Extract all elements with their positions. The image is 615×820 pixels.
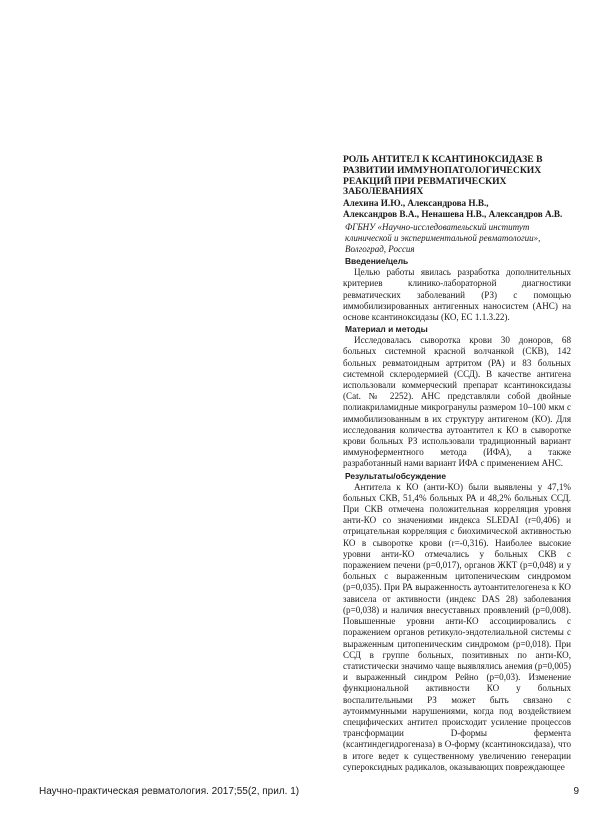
- abstract-column: [343, 155, 571, 773]
- authors-line-2: Александров В.А., Ненашева Н.В., Александров А.В.: [343, 209, 563, 220]
- section-methods: [343, 324, 571, 469]
- section-paragraph: Целью работы явилась разработка дополнительных критериев клинико-лабораторной диагностики ревматических заболеваний (РЗ) с помощью иммобилизированных антигенных наносистем (АНС) на основе ксантиноксидазы (КО, ЕС 1.1.3.22).: [343, 267, 571, 323]
- section-heading: Материал и методы: [345, 324, 428, 335]
- journal-citation: Научно-практическая ревматология. 2017;55(2, прил. 1): [39, 786, 300, 797]
- section-heading: Результаты/обсуждение: [345, 470, 446, 481]
- page-number: 9: [573, 786, 579, 797]
- article-title: РОЛЬ АНТИТЕЛ К КСАНТИНОКСИДАЗЕ В РАЗВИТИИ ИММУНОПАТОЛОГИЧЕСКИХ РЕАКЦИЙ ПРИ РЕВМАТИЧЕСКИХ ЗАБОЛЕВАНИЯХ: [343, 154, 543, 198]
- section-results: [343, 471, 571, 773]
- section-introduction: [343, 256, 571, 323]
- section-paragraph: Исследовалась сыворотка крови 30 доноров, 68 больных системной красной волчанкой (СКВ), 142 больных ревматоидным артритом (РА) и 83 больных системной склеродермией (ССД). В качестве антигена использовали коммерческий препарат ксантиноксидазы (Cat. № 2252). АНС представляли собой двойные полиакриламидные микрогранулы размером 10–100 мкм с иммобилизованным в их структуру антигеном (КО). Для исследования количества аутоантител к КО в сыворотке крови больных РЗ использовали традиционный вариант иммуноферментного метода (ИФА), а также разработанный нами вариант ИФА с применением АНС.: [343, 335, 571, 469]
- section-paragraph: Антитела к КО (анти-КО) были выявлены у 47,1% больных СКВ, 51,4% больных РА и 48,2% больных ССД. При СКВ отмечена положительная корреляция уровня анти-КО со значениями индекса SLEDAI (r=0,406) и отрицательная корреляция с биохимической активностью КО в сыворотке крови (r=-0,316). Наиболее высокие уровни анти-КО отмечались у больных СКВ с поражением печени (p=0,017), органов ЖКТ (p=0,048) и у больных с выраженным цитопеническим синдромом (p=0,035). При РА выраженность аутоантителогенеза к КО зависела от активности (индекс DAS 28) заболевания (p=0,038) и наличия внесуставных проявлений (p=0,008). Повышенные уровни анти-КО ассоциировались с поражением органов ретикуло-эндотелиальной системы с выраженным цитопеническим синдромом (p=0,018). При ССД в группе больных, позитивных по анти-КО, статистически значимо чаще выявлялись анемия (p=0,005) и выраженный синдром Рейно (p=0,03). Изменение функциональной активности КО у больных воспалительными РЗ может быть связано с аутоиммунными нарушениями, когда под воздействием специфических антител происходит усиление процессов трансформации D-формы фермента (ксантиндегидрогеназа) в О-форму (ксантиноксидаза), что в итоге ведет к существенному увеличению генерации супероксидных радикалов, оказывающих повреждающее: [343, 481, 571, 772]
- section-heading: Введение/цель: [345, 256, 409, 267]
- affiliation: ФГБНУ «Научно-исследовательский институт клинической и экспериментальной ревматологии», Волгоград, Россия: [345, 221, 541, 254]
- authors-line-1: Алехина И.Ю., Александрова Н.В.,: [343, 198, 489, 209]
